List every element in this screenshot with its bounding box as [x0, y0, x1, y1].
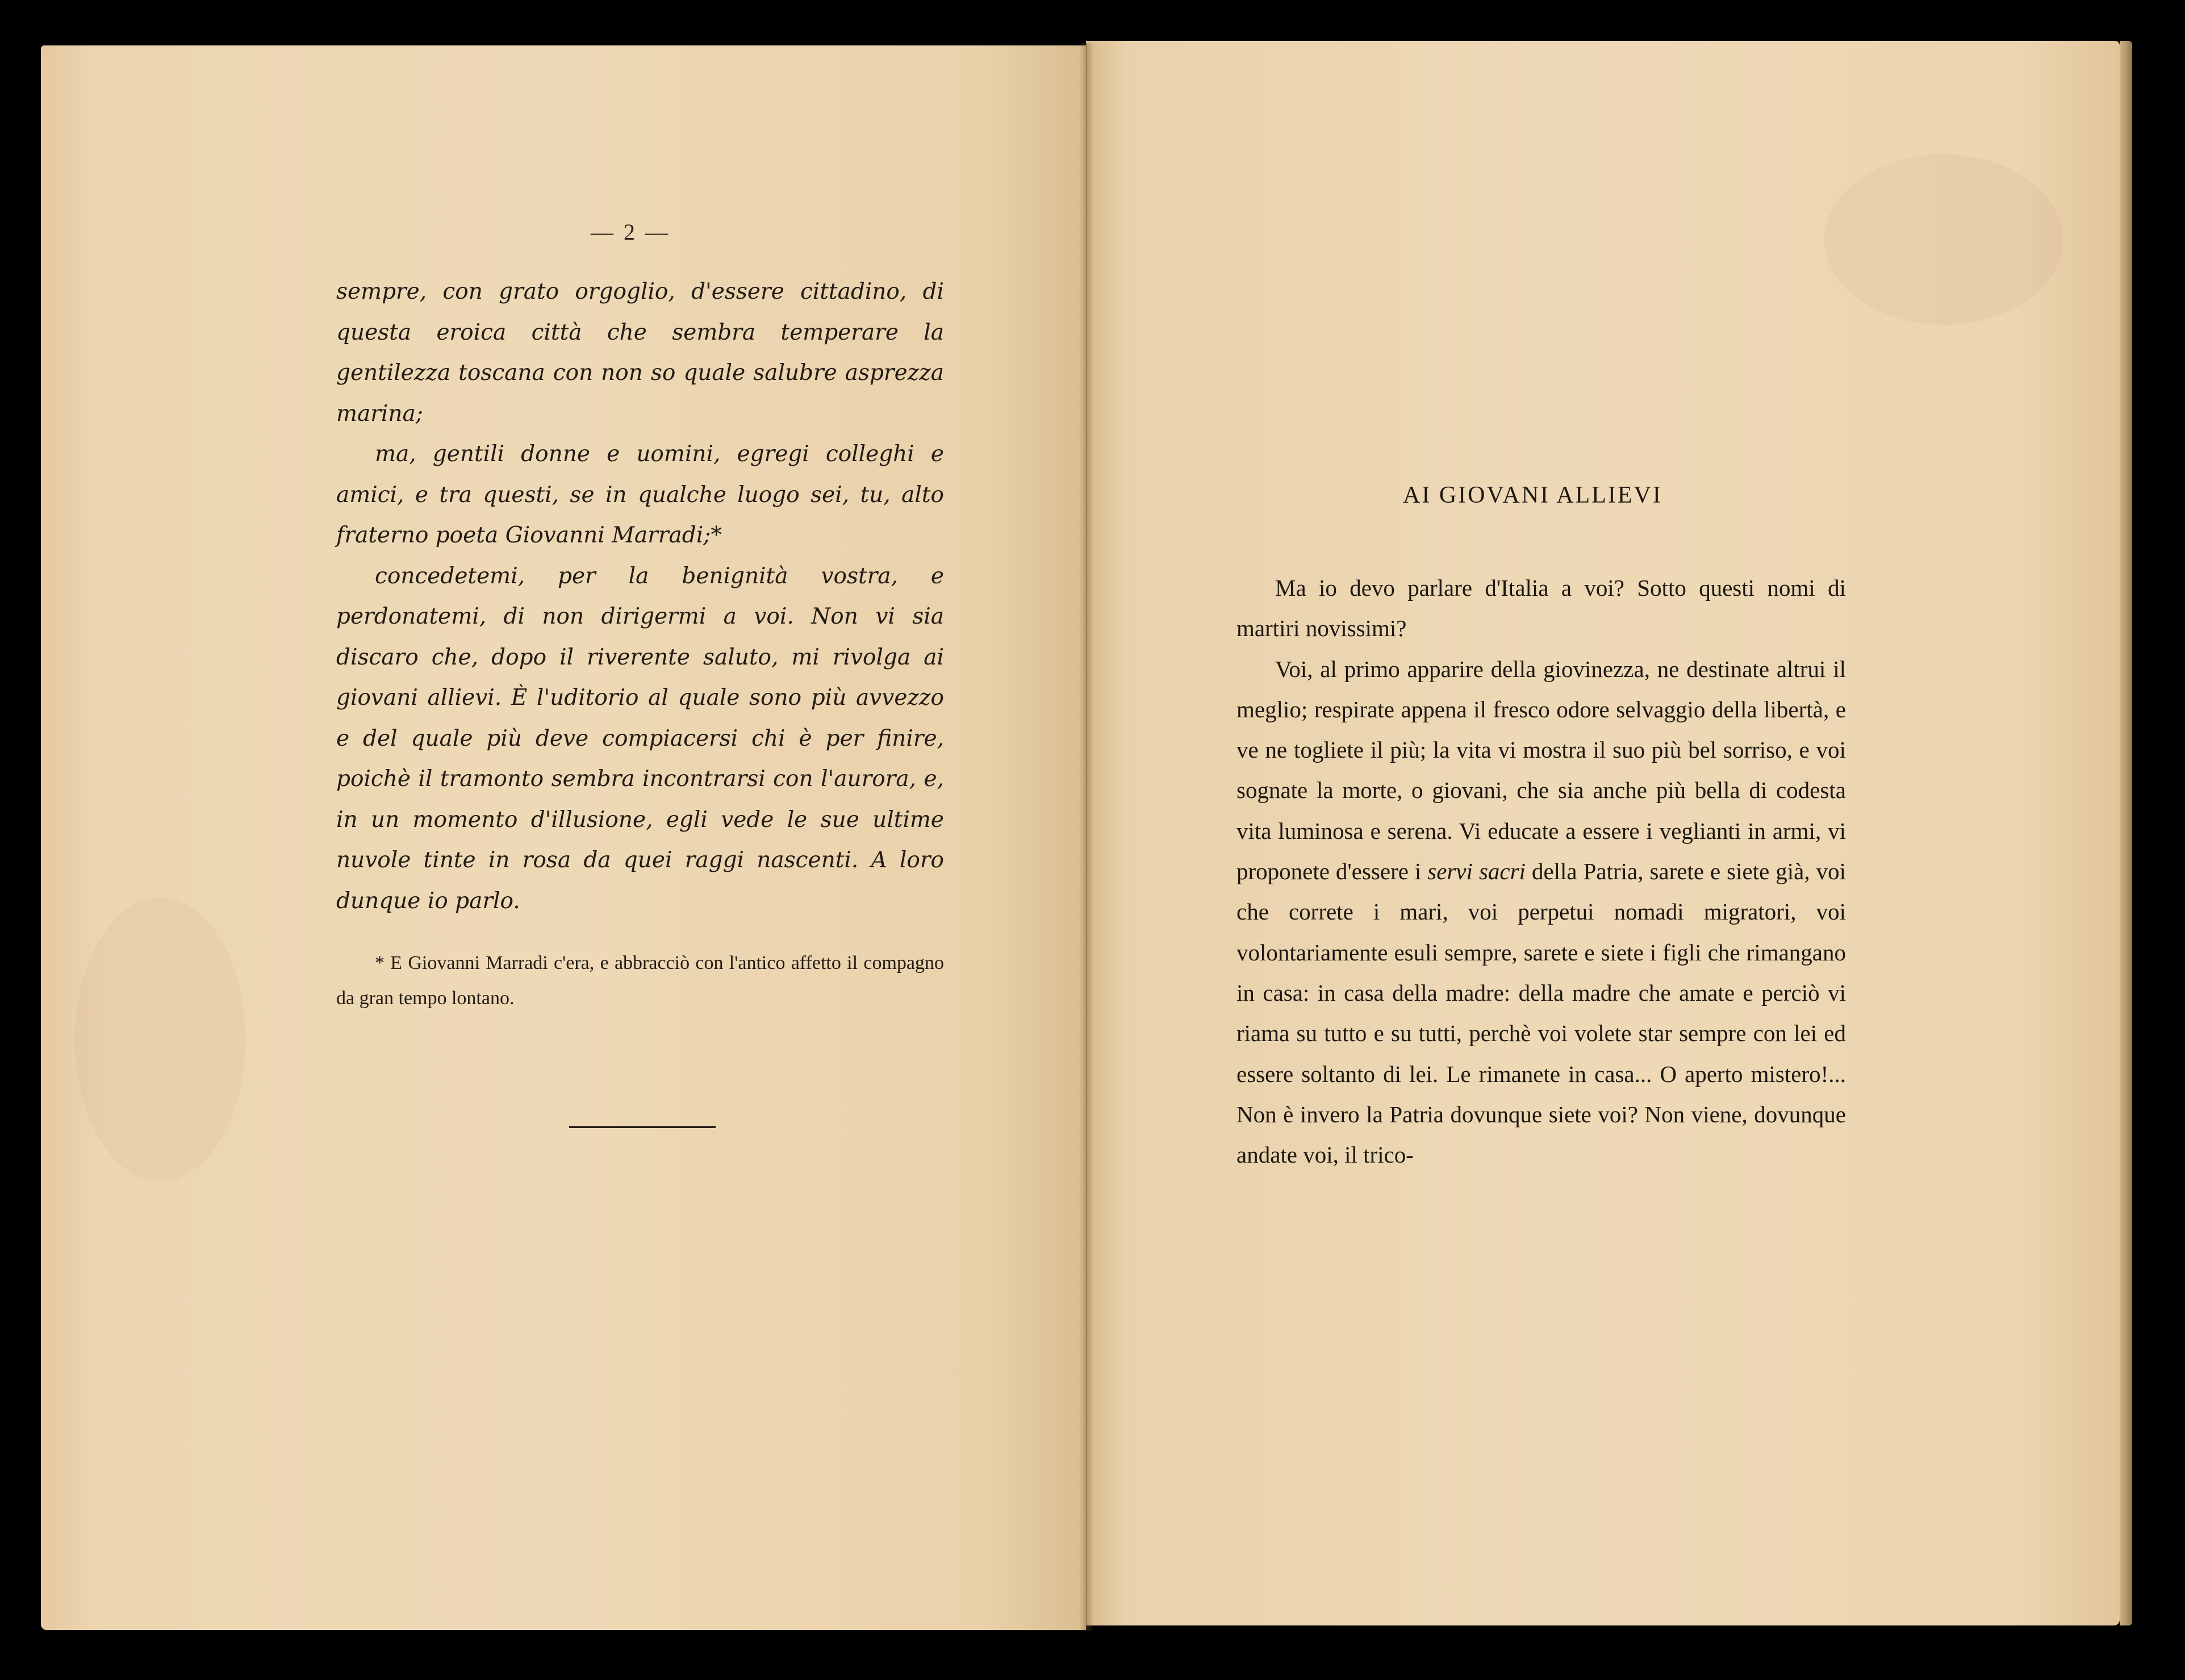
text-run: Voi, al primo apparire della giovinezza, ne destinate altrui il meglio; respirate appena il fresco odore selvaggio della libertà, e ve ne togliete il più; la vita vi mostra il suo più bel sorriso, e voi sognate la morte, o giovani, che sia anche più bella di codesta vita luminosa e serena. Vi educate a essere i veglianti in armi, vi proponete d'essere i [1236, 655, 1846, 885]
page-edges [2120, 41, 2132, 1625]
paragraph [1236, 649, 1846, 1176]
text-run: della Patria, sarete e siete già, voi che correte i mari, voi perpetui nomadi migratori, voi volontariamente esuli sempre, sarete e siete i figli che rimangano in casa: in casa della madre: della madre che amate e perciò vi riama su tutto e su tutti, perchè voi volete star sempre con lei ed essere soltanto di lei. Le rimanete in casa... O aperto mistero!... Non è invero la Patria dovunque siete voi? Non viene, dovunque andate voi, il trico- [1236, 858, 1846, 1168]
paragraph: concedetemi, per la benignità vostra, e perdonatemi, di non dirigermi a voi. Non vi sia discaro che, dopo il riverente saluto, mi rivolga ai giovani allievi. È l'uditorio al quale sono più avvezzo e del quale più deve compiacersi chi è per finire, poichè il tramonto sembra incontrarsi con l'aurora, e, in un momento d'illusione, egli vede le sue ultime nuvole tinte in rosa da quei raggi nascenti. A loro dunque io parlo. [336, 563, 944, 914]
right-page-body [1236, 568, 1846, 1175]
paragraph: ma, gentili donne e uomini, egregi colleghi e amici, e tra questi, se in qualche luogo sei, tu, alto fraterno poeta Giovanni Marradi;* [336, 441, 944, 548]
book-gutter [1079, 43, 1094, 1631]
section-title: AI GIOVANI ALLIEVI [1403, 482, 1662, 508]
section-end-rule [569, 1126, 716, 1128]
page-number: — 2 — [591, 219, 670, 245]
paper-stain [1824, 154, 2063, 325]
paper-stain [75, 897, 245, 1181]
paragraph: Ma io devo parlare d'Italia a voi? Sotto questi nomi di martiri novissimi? [1236, 575, 1846, 642]
footnote: * E Giovanni Marradi c'era, e abbracciò con l'antico affetto il compagno da gran tempo lontano. [336, 952, 944, 1009]
emphasized-text: servi sacri [1427, 858, 1526, 885]
paragraph: sempre, con grato orgoglio, d'essere cittadino, di questa eroica città che sembra temperare la gentilezza toscana con non so quale salubre asprezza marina; [336, 279, 944, 427]
left-page-body [336, 271, 944, 921]
